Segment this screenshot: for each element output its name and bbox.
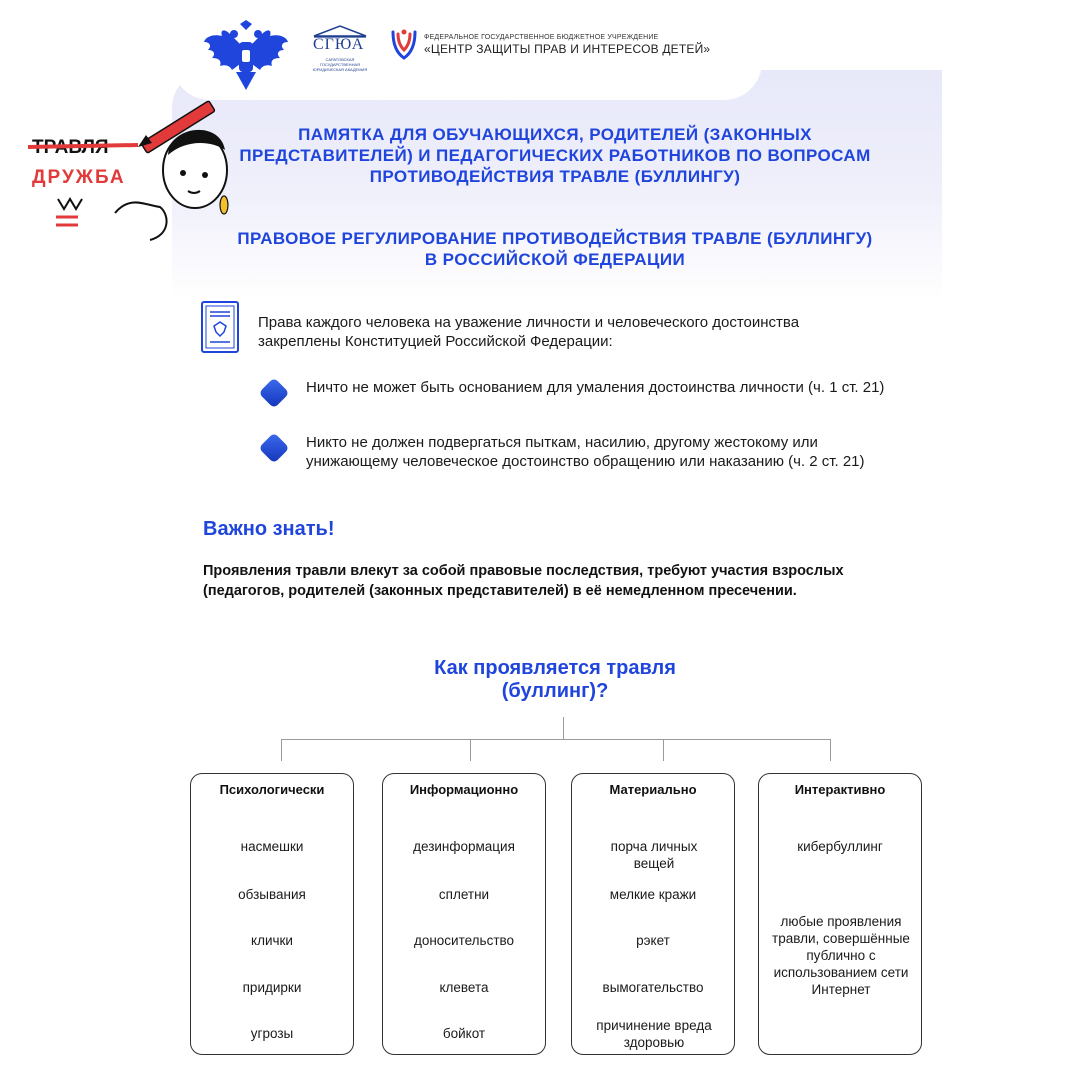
category-item: доносительство xyxy=(413,933,515,948)
important-heading: Важно знать! xyxy=(203,518,335,540)
main-title: ПАМЯТКА ДЛЯ ОБУЧАЮЩИХСЯ, РОДИТЕЛЕЙ (ЗАКОННЫХ ПРЕДСТАВИТЕЛЕЙ) И ПЕДАГОГИЧЕСКИХ РАБОТНИКОВ ПО ВОПРОСАМ ПРОТИВОДЕЙСТВИЯ ТРАВЛЕ (БУЛЛИНГУ) xyxy=(239,125,871,186)
sub-title: ПРАВОВОЕ РЕГУЛИРОВАНИЕ ПРОТИВОДЕЙСТВИЯ ТРАВЛЕ (БУЛЛИНГУ) В РОССИЙСКОЙ ФЕДЕРАЦИИ xyxy=(237,229,873,269)
tree-connector xyxy=(470,739,471,761)
diamond-bullet-icon xyxy=(258,432,289,463)
category-title: Информационно xyxy=(409,782,519,797)
category-item: придирки xyxy=(242,980,302,995)
constitution-point-2: Никто не должен подвергаться пыткам, насилию, другому жестокому или унижающему человеческое достоинство обращению или наказанию (ч. 2 ст. 21) xyxy=(306,434,865,470)
category-item: обзывания xyxy=(238,887,306,902)
category-interactive xyxy=(758,773,922,1055)
category-item: клички xyxy=(251,933,293,948)
tree-connector xyxy=(663,739,664,761)
category-item: мелкие кражи xyxy=(609,887,697,902)
category-item: клевета xyxy=(439,980,489,995)
category-item: кибербуллинг xyxy=(797,839,883,854)
sgua-logo-subtitle: САРАТОВСКАЯ ГОСУДАРСТВЕННАЯ ЮРИДИЧЕСКАЯ АКАДЕМИЯ xyxy=(312,57,368,72)
manifestations-heading: Как проявляется травля (буллинг)? xyxy=(434,657,676,702)
diamond-bullet-icon xyxy=(258,377,289,408)
tree-connector xyxy=(281,739,282,761)
org-name: «ЦЕНТР ЗАЩИТЫ ПРАВ И ИНТЕРЕСОВ ДЕТЕЙ» xyxy=(424,42,711,56)
child-rights-center-logo-icon xyxy=(390,28,418,60)
constitution-document-icon xyxy=(200,300,242,354)
category-item: причинение вреда здоровью xyxy=(596,1018,712,1050)
category-item: угрозы xyxy=(250,1026,294,1041)
important-text: Проявления травли влекут за собой правовые последствия, требуют участия взрослых (педагогов, родителей (законных представителей) в её немедленном пресечении. xyxy=(203,563,844,599)
tree-connector xyxy=(281,739,831,740)
category-item: порча личных вещей xyxy=(610,839,698,871)
org-type-label: ФЕДЕРАЛЬНОЕ ГОСУДАРСТВЕННОЕ БЮДЖЕТНОЕ УЧРЕЖДЕНИЕ xyxy=(424,34,659,41)
category-title: Материально xyxy=(609,782,697,797)
mascot-replacement-word: ДРУЖБА xyxy=(32,167,126,188)
category-psychological xyxy=(190,773,354,1055)
category-title: Интерактивно xyxy=(794,782,886,797)
mascot-illustration xyxy=(20,95,230,245)
category-item: рэкет xyxy=(636,933,670,948)
category-item: дезинформация xyxy=(413,839,515,854)
category-item: любые проявления травли, совершённые публично с использованием сети Интернет xyxy=(772,914,910,997)
category-item: вымогательство xyxy=(602,980,704,995)
constitution-intro: Права каждого человека на уважение личности и человеческого достоинства закреплены Конституцией Российской Федерации: xyxy=(258,314,800,350)
category-material xyxy=(571,773,735,1055)
category-title: Психологически xyxy=(219,782,325,797)
tree-connector xyxy=(563,717,564,739)
category-item: насмешки xyxy=(240,839,304,854)
tree-connector xyxy=(830,739,831,761)
category-item: сплетни xyxy=(438,887,490,902)
double-headed-eagle-emblem-icon xyxy=(200,20,292,92)
sgua-logo-text: СГЮА xyxy=(313,36,365,53)
category-item: бойкот xyxy=(442,1026,486,1041)
category-informational xyxy=(382,773,546,1055)
constitution-point-1: Ничто не может быть основанием для умаления достоинства личности (ч. 1 ст. 21) xyxy=(306,379,885,396)
